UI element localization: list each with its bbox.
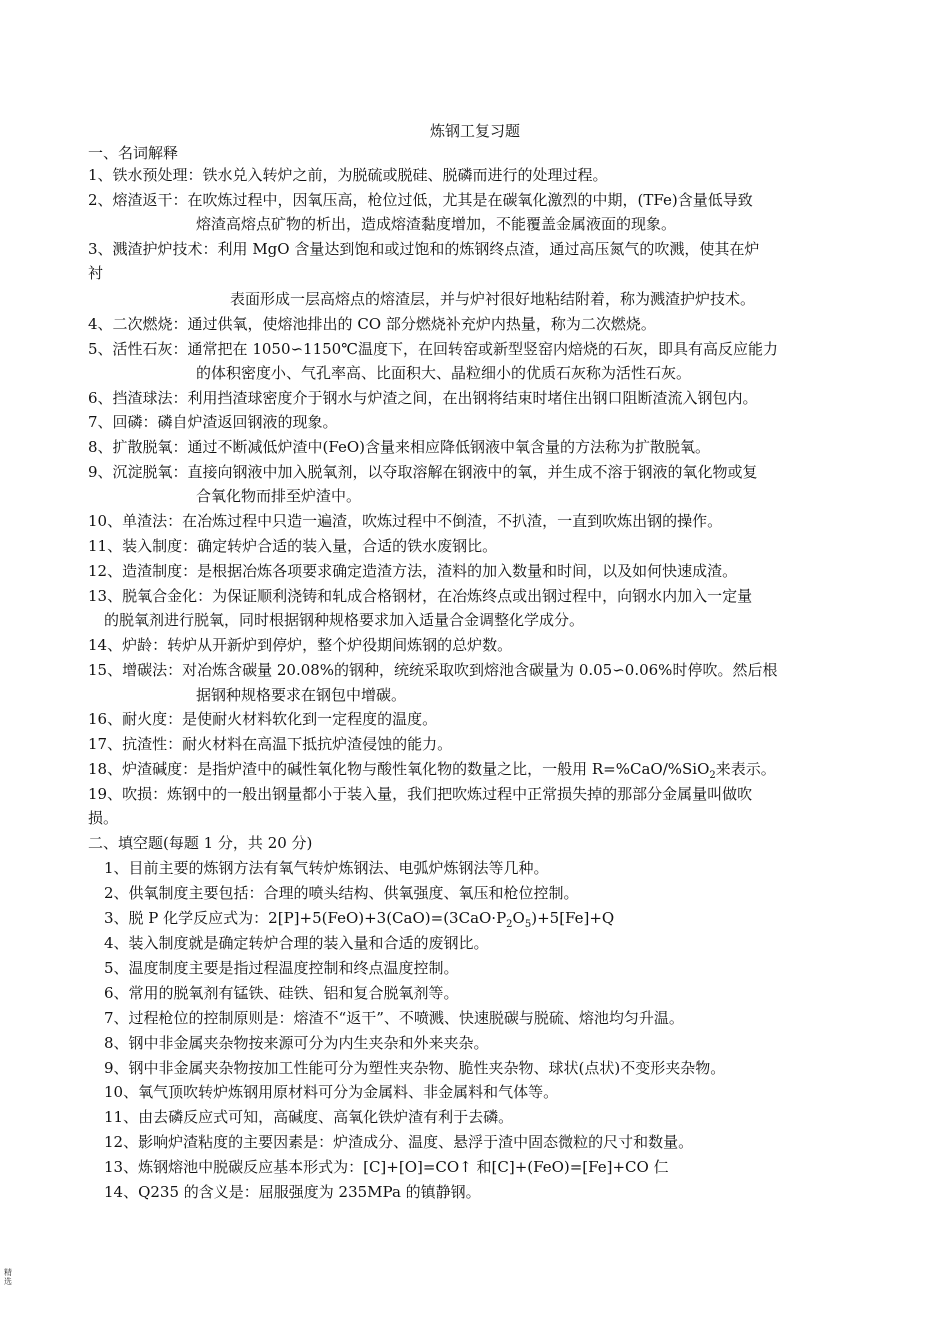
term-3-cont2: 表面形成一层高熔点的熔渣层，并与炉衬很好地粘结附着，称为溅渣护炉技术。 <box>230 290 756 308</box>
term-3-cont: 衬 <box>88 264 104 282</box>
term-13-cont: 的脱氧剂进行脱氧，同时根据钢种规格要求加入适量合金调整化学成分。 <box>104 611 585 629</box>
term-13: 13、脱氧合金化：为保证顺利浇铸和轧成合格钢材，在冶炼终点或出钢过程中，向钢水内加入一定量 <box>88 587 753 605</box>
term-2: 2、熔渣返干：在吹炼过程中，因氧压高，枪位过低，尤其是在碳氧化激烈的中期，(TFe)含量低导致 <box>88 191 753 209</box>
term-5: 5、活性石灰：通常把在 1050∽1150℃温度下，在回转窑或新型竖窑内焙烧的石灰，即具有高反应能力 <box>88 340 779 358</box>
term-19: 19、吹损：炼钢中的一般出钢量都小于装入量，我们把吹炼过程中正常损失掉的那部分金属量叫做吹 <box>88 785 753 803</box>
term-5-cont: 的体积密度小、气孔率高、比面积大、晶粒细小的优质石灰称为活性石灰。 <box>196 364 692 382</box>
fill-10: 10、氧气顶吹转炉炼钢用原材料可分为金属料、非金属料和气体等。 <box>104 1083 559 1101</box>
term-12: 12、造渣制度：是根据冶炼各项要求确定造渣方法，渣料的加入数量和时间，以及如何快速成渣。 <box>88 562 738 580</box>
fill-7: 7、过程枪位的控制原则是：熔渣不“返干”、不喷溅、快速脱碳与脱硫、熔池均匀升温。 <box>104 1009 684 1027</box>
fill-13: 13、炼钢熔池中脱碳反应基本形式为：[C]+[O]=CO↑ 和[C]+(FeO)=[Fe]+CO 仁 <box>104 1158 669 1176</box>
section-1-heading: 一、名词解释 <box>88 144 179 162</box>
term-10: 10、单渣法：在冶炼过程中只造一遍渣，吹炼过程中不倒渣，不扒渣，一直到吹炼出钢的操作。 <box>88 512 723 530</box>
fill-9: 9、钢中非金属夹杂物按加工性能可分为塑性夹杂物、脆性夹杂物、球状(点状)不变形夹杂物。 <box>104 1059 726 1077</box>
fill-8: 8、钢中非金属夹杂物按来源可分为内生夹杂和外来夹杂。 <box>104 1034 489 1052</box>
term-9-cont: 合氧化物而排至炉渣中。 <box>196 487 362 505</box>
term-18-tail: 来表示。 <box>715 760 776 778</box>
term-1: 1、铁水预处理：铁水兑入转炉之前，为脱硫或脱硅、脱磷而进行的处理过程。 <box>88 166 608 184</box>
term-18-subscript: 2 <box>709 770 716 781</box>
term-4: 4、二次燃烧：通过供氧，使熔池排出的 CO 部分燃烧补充炉内热量，称为二次燃烧。 <box>88 315 656 333</box>
term-15: 15、增碳法：对冶炼含碳量 20.08%的钢种，统统采取吹到熔池含碳量为 0.05∽0.06%时停吹。然后根 <box>88 661 778 679</box>
fill-2: 2、供氧制度主要包括：合理的喷头结构、供氧强度、氧压和枪位控制。 <box>104 884 579 902</box>
document-title: 炼钢工复习题 <box>429 122 520 140</box>
fill-6: 6、常用的脱氧剂有锰铁、硅铁、铝和复合脱氧剂等。 <box>104 984 459 1002</box>
term-9: 9、沉淀脱氧：直接向钢液中加入脱氧剂，以夺取溶解在钢液中的氧，并生成不溶于钢液的氧化物或复 <box>88 463 758 481</box>
term-17: 17、抗渣性：耐火材料在高温下抵抗炉渣侵蚀的能力。 <box>88 735 453 753</box>
term-2-cont: 熔渣高熔点矿物的析出，造成熔渣黏度增加，不能覆盖金属液面的现象。 <box>196 215 677 233</box>
term-14: 14、炉龄：转炉从开新炉到停炉，整个炉役期间炼钢的总炉数。 <box>88 636 513 654</box>
fill-3-tail: )+5[Fe]+Q <box>531 909 615 927</box>
fill-4: 4、装入制度就是确定转炉合理的装入量和合适的废钢比。 <box>104 934 489 952</box>
fill-12: 12、影响炉渣粘度的主要因素是：炉渣成分、温度、悬浮于渣中固态微粒的尺寸和数量。 <box>104 1133 694 1151</box>
section-2-heading: 二、填空题(每题 1 分，共 20 分) <box>88 834 313 852</box>
fill-1: 1、目前主要的炼钢方法有氧气转炉炼钢法、电弧炉炼钢法等几种。 <box>104 859 549 877</box>
fill-11: 11、由去磷反应式可知，高碱度、高氧化铁炉渣有利于去磷。 <box>104 1108 514 1126</box>
term-7: 7、回磷：磷自炉渣返回钢液的现象。 <box>88 413 338 431</box>
side-note: 精选 <box>4 1268 12 1286</box>
fill-3-text: 3、脱 P 化学反应式为：2[P]+5(FeO)+3(CaO)=(3CaO·P <box>104 909 507 927</box>
term-18-text: 18、炉渣碱度：是指炉渣中的碱性氧化物与酸性氧化物的数量之比，一般用 R=%CaO/%SiO <box>88 760 710 778</box>
fill-3-o: O <box>512 909 525 927</box>
term-19-cont: 损。 <box>88 809 119 827</box>
fill-5: 5、温度制度主要是指过程温度控制和终点温度控制。 <box>104 959 459 977</box>
term-3: 3、溅渣护炉技术：利用 MgO 含量达到饱和或过饱和的炼钢终点渣，通过高压氮气的吹溅，使其在炉 <box>88 240 760 258</box>
fill-3-sub2: 5 <box>524 919 532 930</box>
fill-14: 14、Q235 的含义是：屈服强度为 235MPa 的镇静钢。 <box>104 1183 481 1201</box>
term-6: 6、挡渣球法：利用挡渣球密度介于钢水与炉渣之间，在出钢将结束时堵住出钢口阻断渣流入钢包内。 <box>88 389 758 407</box>
term-8: 8、扩散脱氧：通过不断减低炉渣中(FeO)含量来相应降低钢液中氧含量的方法称为扩散脱氧。 <box>88 438 711 456</box>
term-16: 16、耐火度：是使耐火材料软化到一定程度的温度。 <box>88 710 438 728</box>
fill-3-sub1: 2 <box>506 919 513 930</box>
term-11: 11、装入制度：确定转炉合适的装入量，合适的铁水废钢比。 <box>88 537 498 555</box>
term-15-cont: 据钢种规格要求在钢包中增碳。 <box>196 686 407 704</box>
